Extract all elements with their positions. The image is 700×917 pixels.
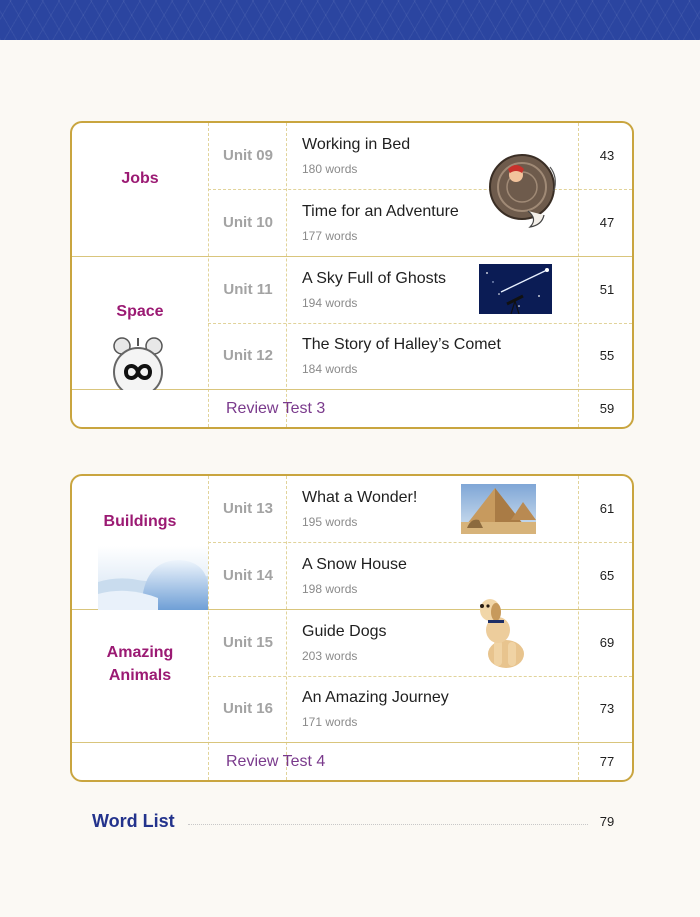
hamster-wheel-illustration bbox=[484, 147, 564, 231]
word-count: 195 words bbox=[302, 515, 358, 529]
category-space: Space bbox=[116, 303, 164, 320]
unit-title[interactable]: Working in Bed bbox=[302, 136, 411, 153]
igloo-photo bbox=[98, 546, 208, 610]
unit-number: Unit 13 bbox=[222, 500, 273, 517]
divider bbox=[208, 476, 209, 780]
unit-number: Unit 16 bbox=[222, 700, 273, 717]
page-number[interactable]: 59 bbox=[599, 401, 615, 416]
word-count: 203 words bbox=[302, 649, 358, 663]
word-list-page-number[interactable]: 79 bbox=[599, 814, 615, 829]
puppy-photo bbox=[476, 596, 532, 670]
alarm-clock-illustration bbox=[108, 334, 168, 390]
category-jobs: Jobs bbox=[121, 170, 159, 187]
row-divider bbox=[208, 323, 632, 324]
unit-number: Unit 12 bbox=[222, 347, 273, 364]
category-amazing-animals: Amazing Animals bbox=[106, 644, 174, 684]
word-count: 171 words bbox=[302, 715, 358, 729]
word-count: 180 words bbox=[302, 162, 358, 176]
unit-title[interactable]: The Story of Halley’s Comet bbox=[302, 336, 501, 353]
dotted-leader bbox=[188, 824, 588, 825]
word-count: 177 words bbox=[302, 229, 358, 243]
unit-title[interactable]: Guide Dogs bbox=[302, 623, 387, 640]
unit-title[interactable]: A Snow House bbox=[302, 556, 407, 573]
page-number[interactable]: 55 bbox=[599, 348, 615, 363]
unit-number: Unit 14 bbox=[222, 567, 273, 584]
review-test-link[interactable]: Review Test 4 bbox=[226, 753, 326, 770]
pyramids-photo bbox=[461, 484, 536, 534]
word-count: 198 words bbox=[302, 582, 358, 596]
contents-table-2 bbox=[70, 474, 634, 782]
top-banner bbox=[0, 0, 700, 40]
contents-table-1 bbox=[70, 121, 634, 429]
divider bbox=[578, 476, 579, 780]
word-count: 194 words bbox=[302, 296, 358, 310]
word-count: 184 words bbox=[302, 362, 358, 376]
page-number[interactable]: 61 bbox=[599, 501, 615, 516]
unit-title[interactable]: An Amazing Journey bbox=[302, 689, 449, 706]
page-number[interactable]: 73 bbox=[599, 701, 615, 716]
page-number[interactable]: 69 bbox=[599, 635, 615, 650]
unit-title[interactable]: A Sky Full of Ghosts bbox=[302, 270, 447, 287]
row-divider bbox=[208, 676, 632, 677]
page-number[interactable]: 77 bbox=[599, 754, 615, 769]
page-number[interactable]: 65 bbox=[599, 568, 615, 583]
divider bbox=[286, 123, 287, 427]
row-divider bbox=[208, 542, 632, 543]
divider bbox=[286, 476, 287, 780]
category-buildings: Buildings bbox=[103, 513, 177, 530]
unit-title[interactable]: What a Wonder! bbox=[302, 489, 418, 506]
page-number[interactable]: 47 bbox=[599, 215, 615, 230]
divider bbox=[208, 123, 209, 427]
page-number[interactable]: 43 bbox=[599, 148, 615, 163]
review-test-link[interactable]: Review Test 3 bbox=[226, 400, 326, 417]
category-divider bbox=[72, 256, 632, 257]
word-list-label[interactable]: Word List bbox=[92, 811, 175, 831]
row-divider bbox=[208, 189, 632, 190]
review-divider bbox=[72, 742, 632, 743]
night-sky-telescope-photo bbox=[479, 264, 552, 314]
unit-number: Unit 09 bbox=[222, 147, 273, 164]
unit-number: Unit 10 bbox=[222, 214, 273, 231]
unit-number: Unit 11 bbox=[223, 281, 273, 298]
unit-number: Unit 15 bbox=[222, 634, 273, 651]
page-number[interactable]: 51 bbox=[599, 282, 615, 297]
divider bbox=[578, 123, 579, 427]
unit-title[interactable]: Time for an Adventure bbox=[302, 203, 459, 220]
